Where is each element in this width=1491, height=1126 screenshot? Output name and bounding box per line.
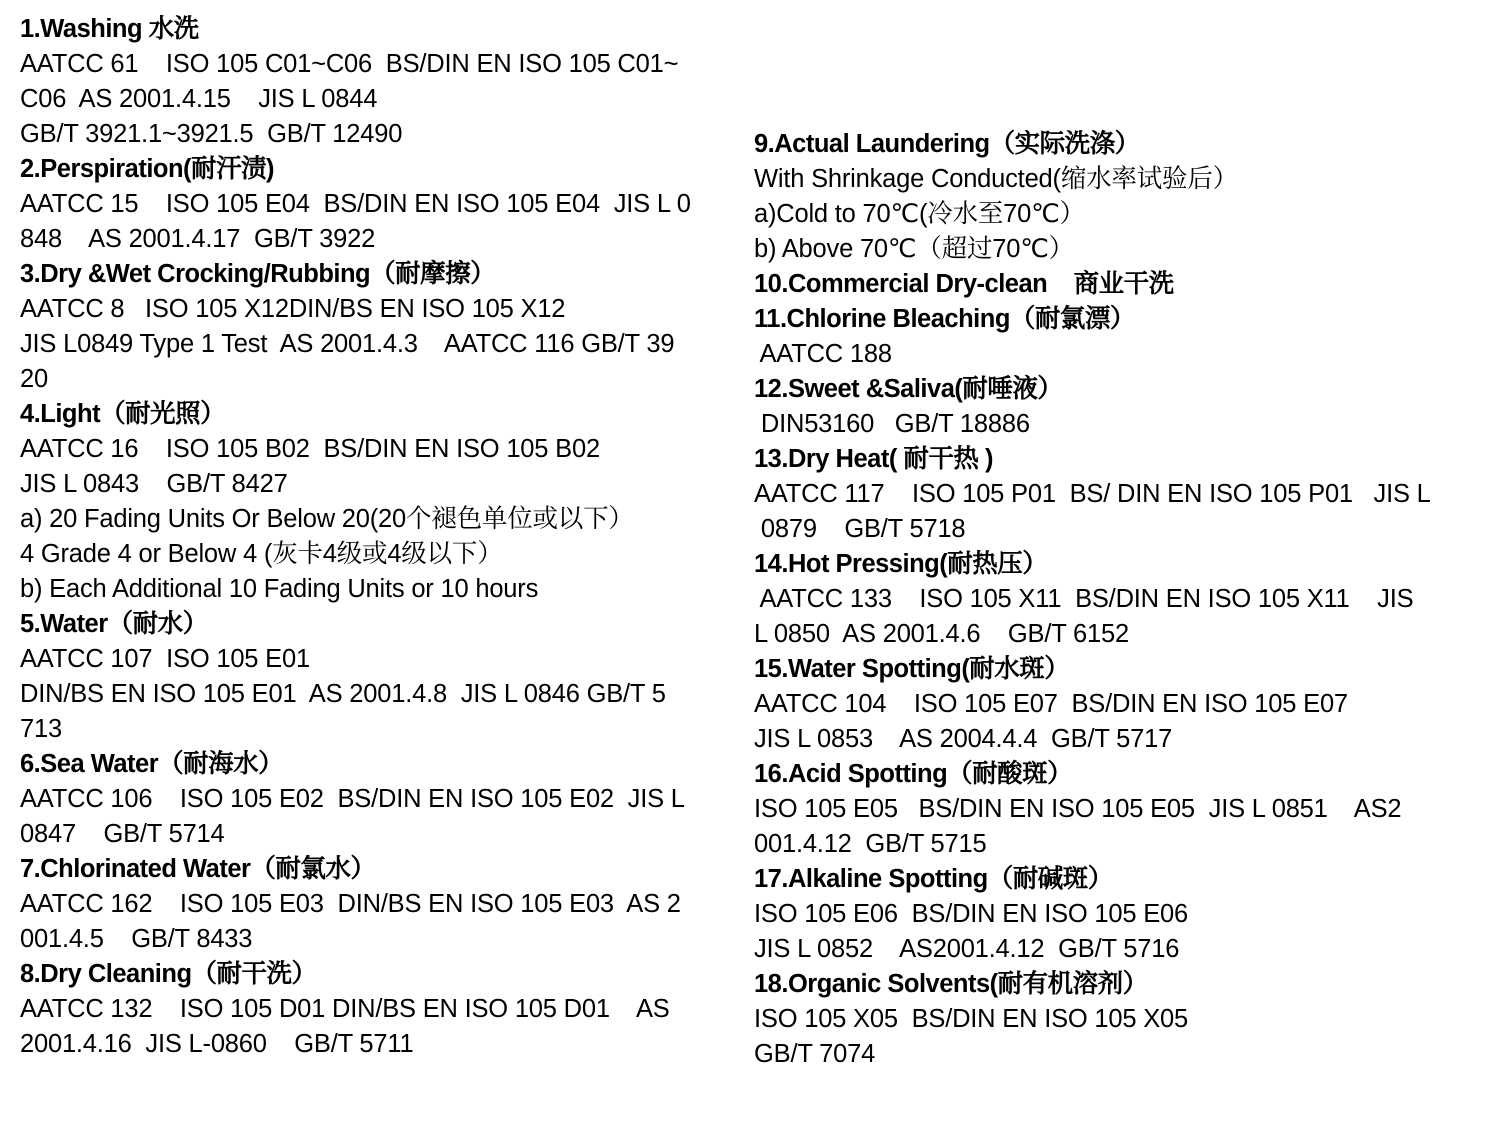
standard-text-line: 001.4.12 GB/T 5715: [754, 830, 987, 858]
standard-text-line: L 0850 AS 2001.4.6 GB/T 6152: [754, 620, 1129, 648]
standard-text-line: 001.4.5 GB/T 8433: [20, 925, 253, 953]
standard-text-line: 713: [20, 715, 62, 743]
standard-text-line: AATCC 133 ISO 105 X11 BS/DIN EN ISO 105 X11 JIS: [754, 585, 1414, 613]
standard-text-line: AATCC 8 ISO 105 X12DIN/BS EN ISO 105 X12: [20, 295, 566, 323]
standard-text-line: JIS L 0843 GB/T 8427: [20, 470, 288, 498]
standard-text-line: ISO 105 X05 BS/DIN EN ISO 105 X05: [754, 1005, 1189, 1033]
standard-text-line: ISO 105 E05 BS/DIN EN ISO 105 E05 JIS L 0851 AS2: [754, 795, 1402, 823]
right-column: [754, 127, 1479, 1072]
standard-text-line: AATCC 61 ISO 105 C01~C06 BS/DIN EN ISO 105 C01~: [20, 50, 679, 78]
standard-text-line: 848 AS 2001.4.17 GB/T 3922: [20, 225, 376, 253]
standard-text-line: AATCC 106 ISO 105 E02 BS/DIN EN ISO 105 E02 JIS L: [20, 785, 685, 813]
section-heading: 5.Water（耐水）: [20, 610, 208, 638]
section-heading: 1.Washing 水洗: [20, 15, 199, 43]
standard-text-line: C06 AS 2001.4.15 JIS L 0844: [20, 85, 378, 113]
standard-text-line: 4 Grade 4 or Below 4 (灰卡4级或4级以下）: [20, 540, 503, 568]
standard-text-line: ISO 105 E06 BS/DIN EN ISO 105 E06: [754, 900, 1189, 928]
standard-text-line: DIN53160 GB/T 18886: [754, 410, 1030, 438]
section-heading: 6.Sea Water（耐海水）: [20, 750, 284, 778]
section-heading: 18.Organic Solvents(耐有机溶剂）: [754, 970, 1148, 998]
section-heading: 4.Light（耐光照）: [20, 400, 226, 428]
standard-text-line: b) Above 70℃（超过70℃）: [754, 235, 1074, 263]
standard-text-line: 2001.4.16 JIS L-0860 GB/T 5711: [20, 1030, 414, 1058]
standard-text-line: AATCC 117 ISO 105 P01 BS/ DIN EN ISO 105 P01 JIS L: [754, 480, 1431, 508]
section-heading: 15.Water Spotting(耐水斑）: [754, 655, 1070, 683]
section-heading: 10.Commercial Dry-clean 商业干洗: [754, 270, 1174, 298]
standard-text-line: 20: [20, 365, 48, 393]
section-heading: 17.Alkaline Spotting（耐碱斑）: [754, 865, 1113, 893]
standard-text-line: AATCC 107 ISO 105 E01: [20, 645, 310, 673]
standard-text-line: GB/T 3921.1~3921.5 GB/T 12490: [20, 120, 403, 148]
standard-text-line: JIS L 0853 AS 2004.4.4 GB/T 5717: [754, 725, 1173, 753]
standard-text-line: a)Cold to 70℃(冷水至70℃）: [754, 200, 1085, 228]
standard-text-line: 0847 GB/T 5714: [20, 820, 225, 848]
section-heading: 14.Hot Pressing(耐热压）: [754, 550, 1048, 578]
section-heading: 8.Dry Cleaning（耐干洗）: [20, 960, 317, 988]
standard-text-line: AATCC 104 ISO 105 E07 BS/DIN EN ISO 105 E07: [754, 690, 1348, 718]
standard-text-line: JIS L0849 Type 1 Test AS 2001.4.3 AATCC 116 GB/T 39: [20, 330, 675, 358]
section-heading: 7.Chlorinated Water（耐氯水）: [20, 855, 376, 883]
standard-text-line: AATCC 188: [754, 340, 892, 368]
standard-text-line: JIS L 0852 AS2001.4.12 GB/T 5716: [754, 935, 1180, 963]
standard-text-line: 0879 GB/T 5718: [754, 515, 966, 543]
standard-text-line: AATCC 132 ISO 105 D01 DIN/BS EN ISO 105 D01 AS: [20, 995, 670, 1023]
standard-text-line: AATCC 16 ISO 105 B02 BS/DIN EN ISO 105 B02: [20, 435, 600, 463]
section-heading: 2.Perspiration(耐汗渍): [20, 155, 275, 183]
standard-text-line: DIN/BS EN ISO 105 E01 AS 2001.4.8 JIS L 0846 GB/T 5: [20, 680, 666, 708]
standard-text-line: AATCC 15 ISO 105 E04 BS/DIN EN ISO 105 E04 JIS L 0: [20, 190, 691, 218]
standard-text-line: With Shrinkage Conducted(缩水率试验后）: [754, 165, 1238, 193]
section-heading: 11.Chlorine Bleaching（耐氯漂）: [754, 305, 1135, 333]
standard-text-line: a) 20 Fading Units Or Below 20(20个褪色单位或以下）: [20, 505, 634, 533]
section-heading: 3.Dry &Wet Crocking/Rubbing（耐摩擦）: [20, 260, 496, 288]
standard-text-line: b) Each Additional 10 Fading Units or 10 hours: [20, 575, 539, 603]
section-heading: 16.Acid Spotting（耐酸斑）: [754, 760, 1073, 788]
standard-text-line: GB/T 7074: [754, 1040, 876, 1068]
left-column: [20, 12, 738, 1062]
section-heading: 9.Actual Laundering（实际洗涤）: [754, 130, 1140, 158]
section-heading: 12.Sweet &Saliva(耐唾液）: [754, 375, 1063, 403]
section-heading: 13.Dry Heat( 耐干热 ): [754, 445, 993, 473]
standard-text-line: AATCC 162 ISO 105 E03 DIN/BS EN ISO 105 E03 AS 2: [20, 890, 681, 918]
